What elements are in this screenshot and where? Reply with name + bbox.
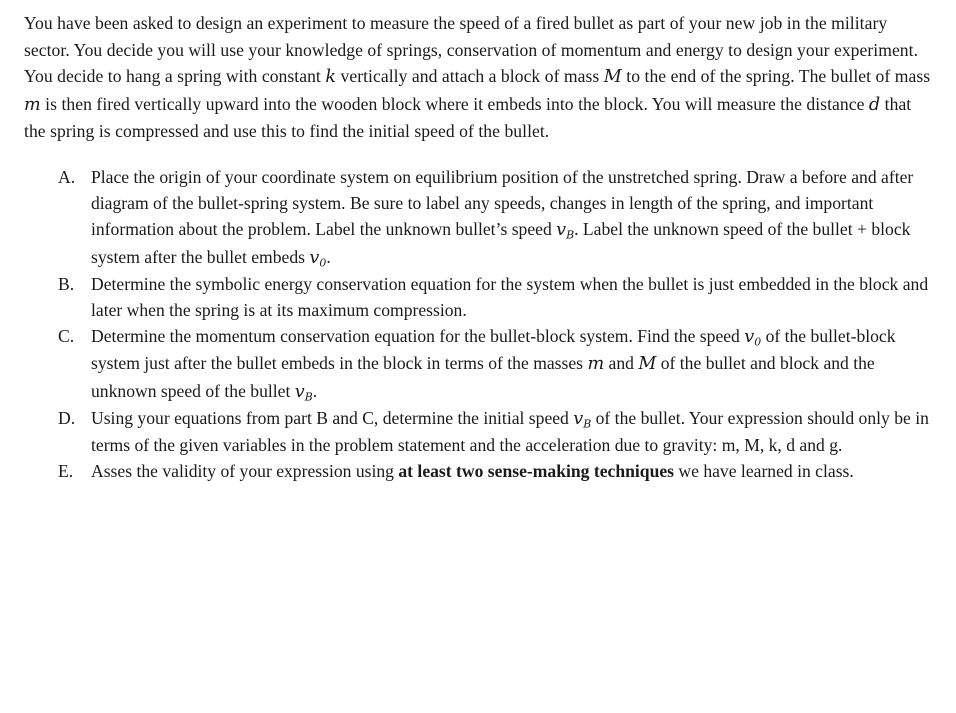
emphasis-text: at least two sense-making techniques bbox=[398, 461, 675, 482]
bullet-speed-variable: $v_B$ bbox=[573, 408, 592, 431]
question-d bbox=[24, 405, 934, 458]
intro-text: is then fired vertically upward into the wooden block where it embeds into the block. You will measure the distance bbox=[40, 93, 869, 114]
question-text: Determine the symbolic energy conservation equation for the system when the bullet is just embedded in the block and later when the spring is at its maximum compression. bbox=[91, 273, 929, 320]
question-text: Place the origin of your coordinate system on equilibrium position of the unstretched spring. Draw a before and after diagram of the bullet-spring system. Be sure to label any speeds, changes in length of the spring, and important information about the problem. Label the unknown bullet’s speed bbox=[91, 166, 914, 240]
question-marker: A. bbox=[58, 166, 76, 187]
block-mass-variable: M bbox=[638, 354, 657, 375]
question-text: . bbox=[326, 246, 331, 267]
question-text: and bbox=[604, 353, 639, 374]
question-text: Asses the validity of your expression using bbox=[91, 461, 399, 482]
block-mass-variable: M bbox=[603, 67, 622, 88]
question-text: . Label the unknown speed of the bullet + block system after the bullet embeds bbox=[91, 219, 911, 267]
question-text: . bbox=[312, 380, 318, 401]
question-text: of the bullet. Your expression should only be in terms of the given variables in the problem statement and the acceleration due to gravity: m, M, k, d and g. bbox=[91, 407, 929, 455]
question-marker: B. bbox=[58, 273, 75, 294]
question-marker: C. bbox=[58, 326, 75, 347]
system-speed-variable: $v_0$ bbox=[309, 247, 327, 269]
question-text: of the bullet and block and the unknown speed of the bullet bbox=[91, 353, 875, 401]
document-page bbox=[24, 10, 934, 484]
system-speed-variable: $v_0$ bbox=[744, 327, 762, 349]
bullet-mass-variable: m bbox=[587, 354, 605, 375]
question-text: Determine the momentum conservation equation for the bullet-block system. Find the speed bbox=[91, 326, 745, 347]
question-marker: E. bbox=[58, 461, 74, 482]
question-e bbox=[24, 458, 934, 484]
question-list bbox=[24, 164, 934, 484]
bullet-mass-variable: m bbox=[24, 94, 41, 115]
problem-statement bbox=[24, 10, 934, 145]
intro-text: to the end of the spring. The bullet of mass bbox=[621, 66, 931, 87]
spring-constant-variable: k bbox=[325, 67, 337, 88]
intro-text: that the spring is compressed and use this to find the initial speed of the bullet. bbox=[24, 93, 912, 142]
bullet-speed-variable: $v_B$ bbox=[294, 381, 313, 403]
intro-text: You have been asked to design an experiment to measure the speed of a fired bullet as part of your new job in the military sector. You decide you will use your knowledge of springs, conservation of momentum and energy to design your experiment. You decide to hang a spring with constant bbox=[24, 13, 919, 87]
intro-text: vertically and attach a block of mass bbox=[336, 66, 604, 87]
distance-variable: d bbox=[868, 94, 881, 115]
question-text: we have learned in class. bbox=[674, 461, 854, 482]
question-text: Using your equations from part B and C, determine the initial speed bbox=[91, 407, 574, 428]
question-marker: D. bbox=[58, 407, 76, 428]
question-c bbox=[24, 323, 934, 405]
bullet-speed-variable: $v_B$ bbox=[556, 220, 575, 242]
question-text: of the bullet-block system just after the bullet embeds in the block in terms of the masses bbox=[91, 326, 896, 374]
question-b bbox=[24, 271, 934, 323]
question-a bbox=[24, 164, 934, 271]
